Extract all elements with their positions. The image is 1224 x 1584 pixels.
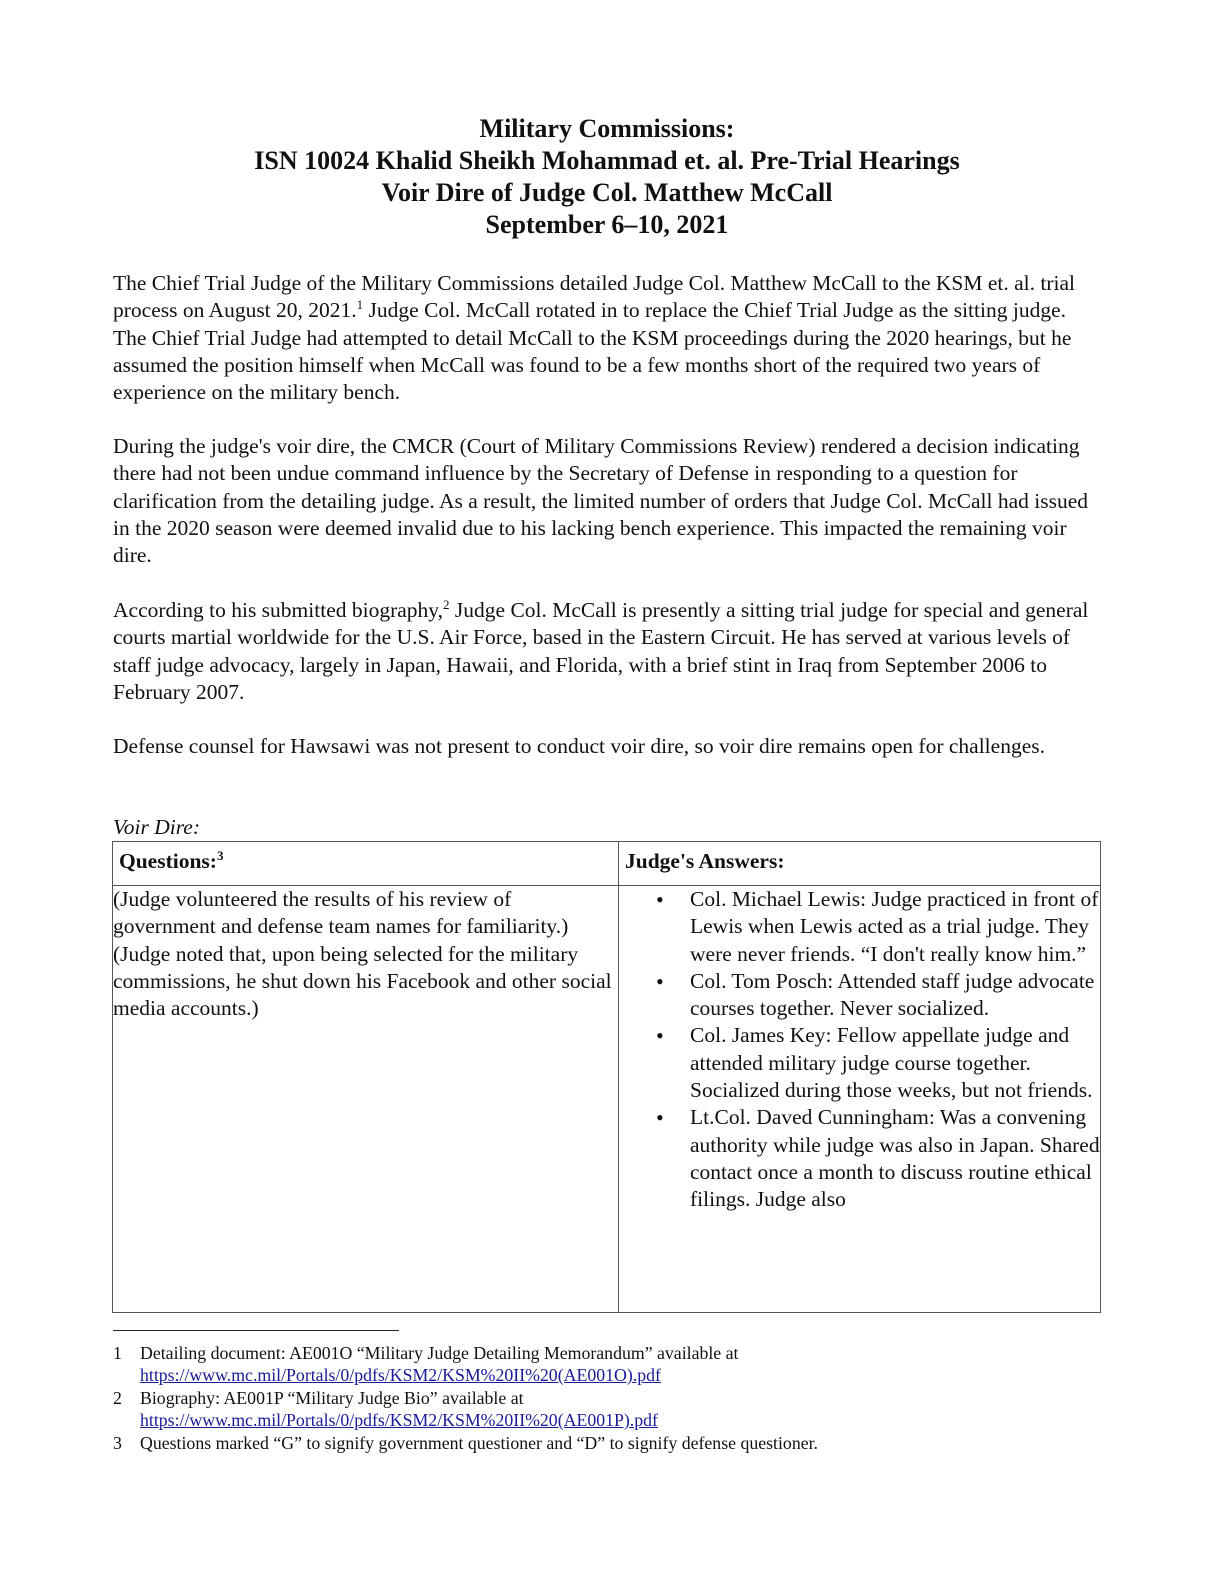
list-item: • Col. James Key: Fellow appellate judge and attended military judge course together. Socialized during those weeks, but not friends. — [619, 1022, 1100, 1104]
footnote-link[interactable]: https://www.mc.mil/Portals/0/pdfs/KSM2/KSM%20II%20(AE001O).pdf — [140, 1365, 661, 1385]
title-line-1: Military Commissions: — [479, 114, 735, 143]
document-title — [113, 113, 1101, 241]
footnote-divider — [113, 1330, 399, 1331]
title-line-3: Voir Dire of Judge Col. Matthew McCall — [381, 178, 833, 207]
paragraph-defense-counsel: Defense counsel for Hawsawi was not present to conduct voir dire, so voir dire remains open for challenges. — [113, 734, 1045, 758]
question-cell: (Judge volunteered the results of his review of government and defense team names for familiarity.) (Judge noted that, upon being selected for the military commissions, he shut down his Facebook and other social media accounts.) — [113, 886, 619, 1313]
paragraph-cmcr-decision: During the judge's voir dire, the CMCR (Court of Military Commissions Review) rendered a decision indicating there had not been undue command influence by the Secretary of Defense in responding to a question for clarification from the detailing judge. As a result, the limited number of orders that Judge Col. McCall had issued in the 2020 season were deemed invalid due to his lacking bench experience. This impacted the remaining voir dire. — [113, 434, 1089, 568]
table-row — [113, 886, 1101, 1313]
footnote-number: 2 — [113, 1388, 122, 1408]
footnote-ref-3[interactable]: 3 — [216, 847, 224, 863]
paragraph-detailing — [113, 270, 1103, 406]
voir-dire-label: Voir Dire: — [113, 815, 200, 839]
footnote-link[interactable]: https://www.mc.mil/Portals/0/pdfs/KSM2/KSM%20II%20(AE001P).pdf — [140, 1410, 658, 1430]
footnote-number: 3 — [113, 1433, 122, 1453]
paragraph-text: The Chief Trial Judge of the Military Commissions detailed Judge Col. Matthew McCall to the KSM et. al. trial process on August 20, 2021. — [113, 271, 1076, 323]
title-line-4: September 6–10, 2021 — [485, 210, 729, 239]
answer-cell — [619, 886, 1101, 1313]
footnotes — [113, 1342, 1103, 1455]
footnote-ref-1[interactable]: 1 — [356, 297, 364, 313]
footnote-text: Detailing document: AE001O “Military Judge Detailing Memorandum” available at — [140, 1343, 739, 1363]
paragraph-text: According to his submitted biography, — [113, 598, 444, 622]
questions-header: Questions:$^3$ — [113, 842, 619, 886]
list-item: • Col. Tom Posch: Attended staff judge advocate courses together. Never socialized. — [619, 968, 1100, 1023]
footnote-text: Biography: AE001P “Military Judge Bio” available at — [140, 1388, 524, 1408]
table-header-row — [113, 842, 1101, 886]
answer-list — [619, 886, 1100, 1214]
list-item: • Lt.Col. Daved Cunningham: Was a convening authority while judge was also in Japan. Shared contact once a month to discuss routine ethical filings. Judge also — [619, 1104, 1100, 1213]
footnote-number: 1 — [113, 1343, 122, 1363]
footnote-ref-2[interactable]: 2 — [443, 596, 450, 612]
paragraph-text: Judge Col. McCall is presently a sitting trial judge for special and general courts martial worldwide for the U.S. Air Force, based in the Eastern Circuit. He has served at various levels of staff judge advocacy, largely in Japan, Hawaii, and Florida, with a brief stint in Iraq from September 2006 to February 2007. — [113, 598, 1089, 704]
paragraph-biography — [113, 597, 1103, 706]
paragraph-text: Judge Col. McCall rotated in to replace the Chief Trial Judge as the sitting judge. The Chief Trial Judge had attempted to detail McCall to the KSM proceedings during the 2020 hearings, but he assumed the position himself when McCall was found to be a few months short of the required two years of experience on the military bench. — [113, 298, 1072, 405]
footnote-1 — [113, 1342, 1103, 1386]
footnote-3 — [113, 1432, 1103, 1454]
answers-header: Judge's Answers: — [619, 842, 1101, 886]
title-line-2: ISN 10024 Khalid Sheikh Mohammad et. al. Pre-Trial Hearings — [254, 146, 960, 175]
list-item: • Col. Michael Lewis: Judge practiced in front of Lewis when Lewis acted as a trial judge. They were never friends. “I don't really know him.” — [619, 886, 1100, 968]
footnote-2 — [113, 1387, 1103, 1431]
voir-dire-table — [112, 841, 1101, 1313]
footnote-text: Questions marked “G” to signify government questioner and “D” to signify defense questioner. — [140, 1433, 818, 1453]
